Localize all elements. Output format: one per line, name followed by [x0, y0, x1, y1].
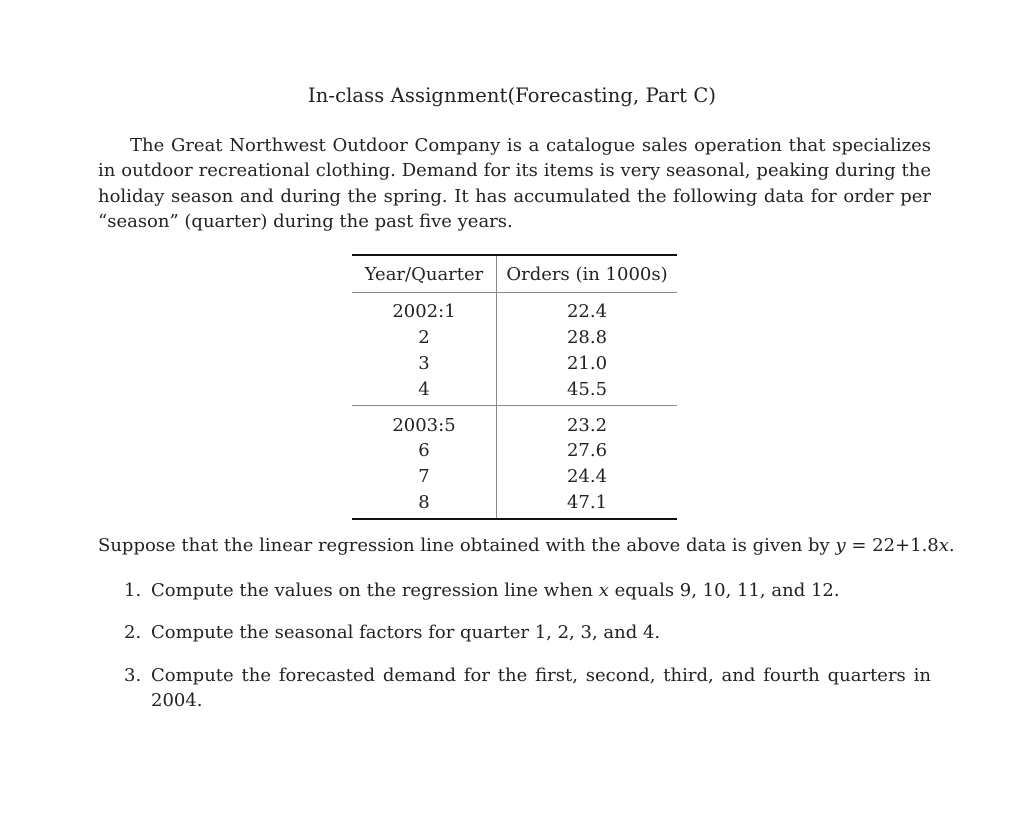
- page-title: In-class Assignment(Forecasting, Part C): [307, 84, 717, 107]
- period-cell: 6: [352, 438, 497, 464]
- table-row: [352, 293, 677, 325]
- orders-cell: 21.0: [566, 352, 608, 374]
- orders-cell: 28.8: [566, 327, 608, 349]
- header-orders: Orders (in 1000s): [497, 255, 678, 293]
- table-row: [352, 406, 677, 438]
- question-item: [98, 663, 931, 714]
- question-text: equals 9, 10, 11, and 12.: [608, 580, 840, 601]
- period-cell: 2002:1: [352, 293, 497, 325]
- regression-equation: = 22+1.8: [845, 535, 939, 556]
- table-header-row: [352, 255, 677, 293]
- table-row: [352, 490, 677, 520]
- table-row: [352, 376, 677, 405]
- table-row: [352, 438, 677, 464]
- question-item: [98, 620, 931, 645]
- header-year-quarter: Year/Quarter: [352, 255, 497, 293]
- orders-cell: 47.1: [566, 491, 608, 513]
- orders-cell: 22.4: [566, 301, 608, 323]
- regression-end: .: [948, 535, 955, 556]
- question-text: Compute the seasonal factors for quarter 1, 2, 3, and 4.: [151, 622, 661, 644]
- orders-table: [352, 254, 677, 520]
- regression-text: Suppose that the linear regression line obtained with the above data is given by: [98, 535, 836, 556]
- intro-paragraph: The Great Northwest Outdoor Company is a catalogue sales operation that specializes in outdoor recreational clothing. Demand for its items is very seasonal, peaking during the holiday season and during the spring. It has accumulated the following data for order per “season” (quarter) during the past five years.: [98, 135, 931, 232]
- orders-cell: 45.5: [497, 376, 678, 405]
- variable-x: x: [598, 580, 609, 601]
- period-cell: 8: [352, 490, 497, 520]
- period-cell: 2003:5: [352, 406, 497, 438]
- table-row: [352, 464, 677, 490]
- question-number: 3.: [124, 664, 142, 686]
- period-cell: 4: [352, 376, 497, 405]
- period-cell: 3: [352, 351, 497, 377]
- period-cell: 2: [352, 325, 497, 351]
- variable-x: x: [938, 535, 949, 556]
- table-row: [352, 325, 677, 351]
- question-text: Compute the forecasted demand for the first, second, third, and fourth quarters in 2004.: [151, 664, 931, 711]
- question-number: 2.: [124, 622, 142, 644]
- orders-cell: 27.6: [566, 440, 608, 462]
- regression-statement: [98, 535, 958, 556]
- variable-y: y: [835, 535, 846, 556]
- orders-cell: 23.2: [566, 414, 608, 436]
- question-item: [98, 578, 931, 603]
- orders-cell: 24.4: [566, 466, 608, 488]
- question-number: 1.: [124, 580, 142, 601]
- period-cell: 7: [352, 464, 497, 490]
- table-row: [352, 351, 677, 377]
- question-list: [98, 578, 931, 730]
- question-text: Compute the values on the regression line when: [151, 580, 599, 601]
